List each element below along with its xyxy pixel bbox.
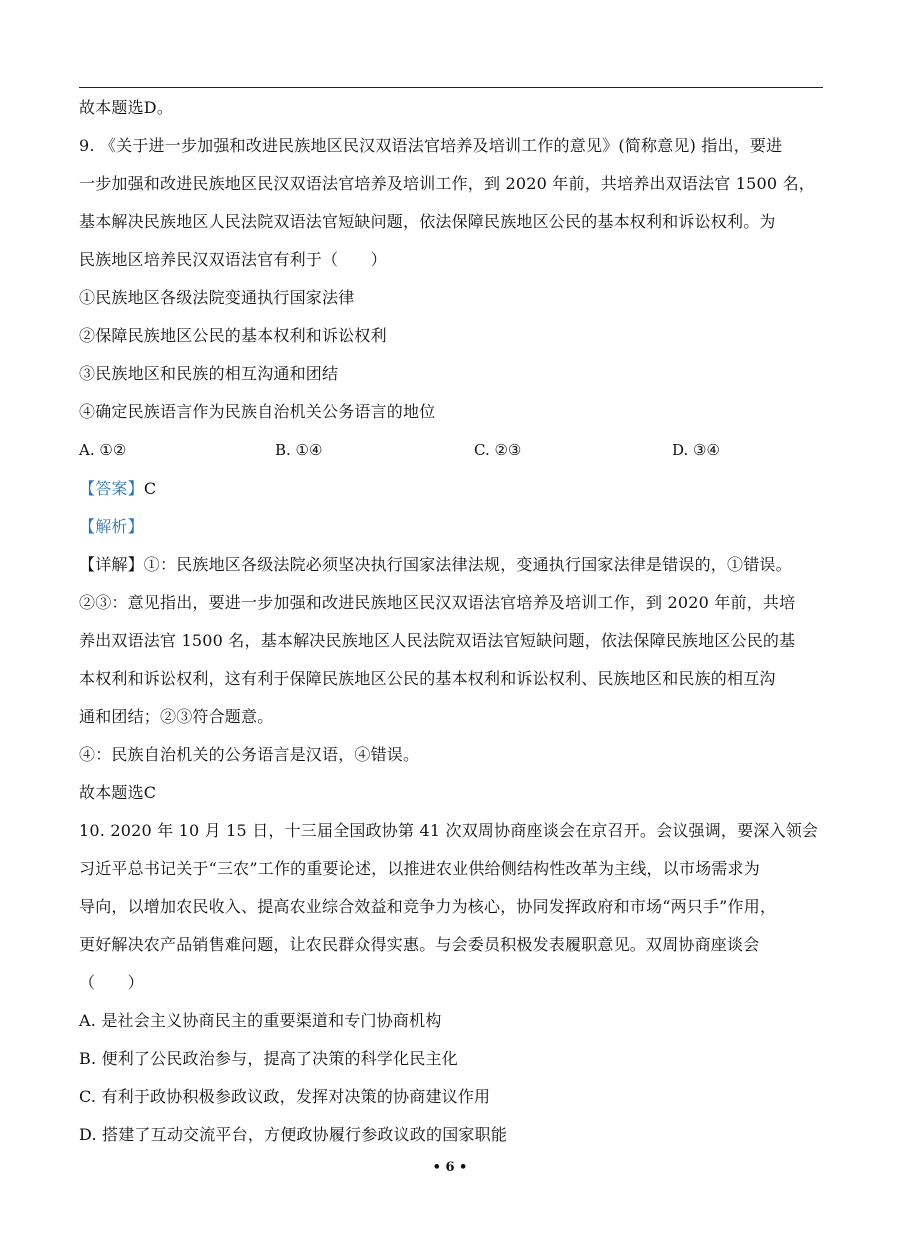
q9-detail-line-6: ④：民族自治机关的公务语言是汉语，④错误。 (79, 745, 420, 764)
q9-statement-3: ③民族地区和民族的相互沟通和团结 (79, 364, 339, 383)
q10-stem-line-2: 习近平总书记关于“三农”工作的重要论述，以推进农业供给侧结构性改革为主线，以市场需求为 (79, 859, 760, 878)
q9-option-c: C. ②③ (474, 441, 522, 459)
q9-stem-line-3: 基本解决民族地区人民法院双语法官短缺问题，依法保障民族地区公民的基本权利和诉讼权利。为 (79, 212, 776, 231)
q9-statement-1: ①民族地区各级法院变通执行国家法律 (79, 288, 355, 307)
q9-detail-line-5: 通和团结；②③符合题意。 (79, 707, 274, 726)
analysis-tag: 【解析】 (79, 517, 144, 536)
q9-option-d: D. ③④ (672, 441, 720, 459)
q10-option-c: C. 有利于政协积极参政议政，发挥对决策的协商建议作用 (79, 1087, 491, 1106)
q10-option-d: D. 搭建了互动交流平台，方便政协履行参政议政的国家职能 (79, 1125, 508, 1144)
q10-stem-line-5: （ ） (79, 973, 144, 992)
q10-stem-line-1: 10. 2020 年 10 月 15 日，十三届全国政协第 41 次双周协商座谈会在京召开。会议强调，要深入领会 (79, 821, 819, 840)
q10-stem-line-3: 导向，以增加农民收入、提高农业综合效益和竞争力为核心，协同发挥政府和市场“两只手”作用， (79, 897, 777, 916)
q9-option-a: A. ①② (79, 441, 127, 459)
q9-detail-line-2: ②③：意见指出，要进一步加强和改进民族地区民汉双语法官培养及培训工作，到 2020 年前，共培 (79, 593, 796, 612)
q9-option-b: B. ①④ (275, 441, 323, 459)
page-number: • 6 • (432, 1160, 468, 1175)
q9-stem-line-2: 一步加强和改进民族地区民汉双语法官培养及培训工作，到 2020 年前，共培养出双语法官 1500 名， (79, 174, 815, 193)
header-rule (79, 87, 823, 88)
answer-value: C (143, 479, 157, 498)
q9-detail-line-1: 【详解】①：民族地区各级法院必须坚决执行国家法律法规，变通执行国家法律是错误的，①错误。 (79, 555, 792, 574)
q9-stem-line-4: 民族地区培养民汉双语法官有利于（ ） (79, 250, 387, 269)
q9-detail-line-3: 养出双语法官 1500 名，基本解决民族地区人民法院双语法官短缺问题，依法保障民族地区公民的基 (79, 631, 796, 650)
q10-option-b: B. 便利了公民政治参与，提高了决策的科学化民主化 (79, 1049, 458, 1068)
q9-answer (79, 479, 156, 499)
q10-stem-line-4: 更好解决农产品销售难问题，让农民群众得实惠。与会委员积极发表履职意见。双周协商座谈会 (79, 935, 760, 954)
q9-statement-2: ②保障民族地区公民的基本权利和诉讼权利 (79, 326, 387, 345)
answer-tag: 【答案】 (79, 479, 144, 498)
q9-stem-line-1: 9. 《关于进一步加强和改进民族地区民汉双语法官培养及培训工作的意见》(简称意见) 指出，要进 (79, 136, 783, 155)
q10-option-a: A. 是社会主义协商民主的重要渠道和专门协商机构 (79, 1011, 442, 1030)
q9-detail-line-4: 本权利和诉讼权利，这有利于保障民族地区公民的基本权利和诉讼权利、民族地区和民族的相互沟 (79, 669, 776, 688)
q9-conclusion: 故本题选C (79, 783, 157, 802)
prev-question-conclusion: 故本题选D。 (79, 98, 174, 117)
q9-statement-4: ④确定民族语言作为民族自治机关公务语言的地位 (79, 402, 436, 421)
